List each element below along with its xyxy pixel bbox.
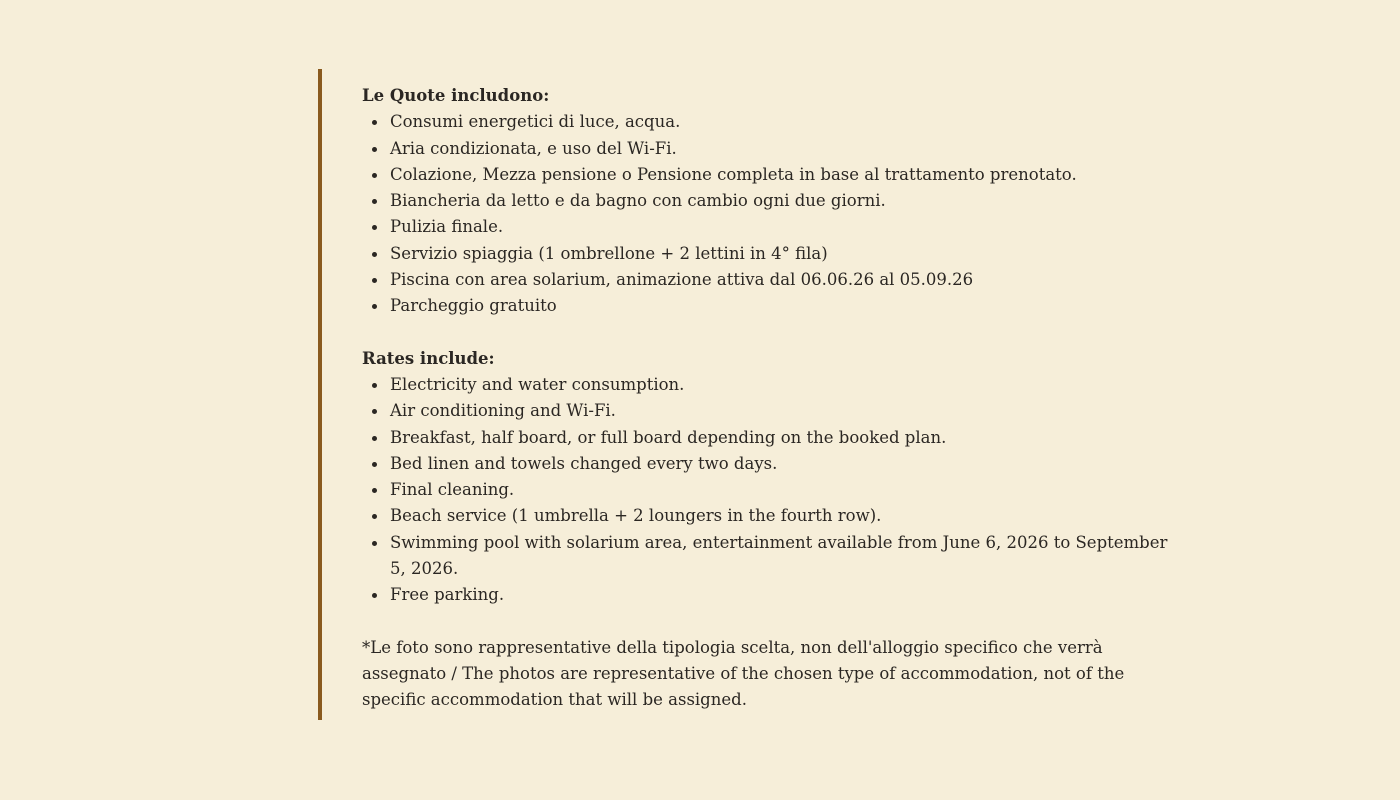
list-item: Swimming pool with solarium area, entertainment available from June 6, 2026 to September 5, 2026. [390, 530, 1178, 583]
list-item: Consumi energetici di luce, acqua. [390, 109, 1178, 135]
english-heading: Rates include: [362, 348, 495, 368]
section-spacer [362, 320, 1178, 346]
section-spacer [362, 609, 1178, 635]
list-item: Biancheria da letto e da bagno con cambio ogni due giorni. [390, 188, 1178, 214]
list-item: Servizio spiaggia (1 ombrellone + 2 lettini in 4° fila) [390, 241, 1178, 267]
english-inclusions-list [362, 372, 1178, 609]
list-item: Piscina con area solarium, animazione attiva dal 06.06.26 al 05.09.26 [390, 267, 1178, 293]
list-item: Beach service (1 umbrella + 2 loungers in the fourth row). [390, 503, 1178, 529]
list-item: Breakfast, half board, or full board depending on the booked plan. [390, 425, 1178, 451]
list-item: Final cleaning. [390, 477, 1178, 503]
list-item: Parcheggio gratuito [390, 293, 1178, 319]
list-item: Bed linen and towels changed every two days. [390, 451, 1178, 477]
rates-info-panel [318, 69, 1178, 720]
italian-heading: Le Quote includono: [362, 86, 550, 105]
list-item: Air conditioning and Wi-Fi. [390, 398, 1178, 424]
list-item: Electricity and water consumption. [390, 372, 1178, 398]
list-item: Free parking. [390, 582, 1178, 608]
list-item: Pulizia finale. [390, 214, 1178, 240]
photo-disclaimer: *Le foto sono rappresentative della tipologia scelta, non dell'alloggio specifico che verrà assegnato / The photos are representative of the chosen type of accommodation, not of the specific accommodation that will be assigned. [362, 637, 1125, 710]
list-item: Colazione, Mezza pensione o Pensione completa in base al trattamento prenotato. [390, 162, 1178, 188]
list-item: Aria condizionata, e uso del Wi-Fi. [390, 136, 1178, 162]
italian-inclusions-list [362, 109, 1178, 319]
